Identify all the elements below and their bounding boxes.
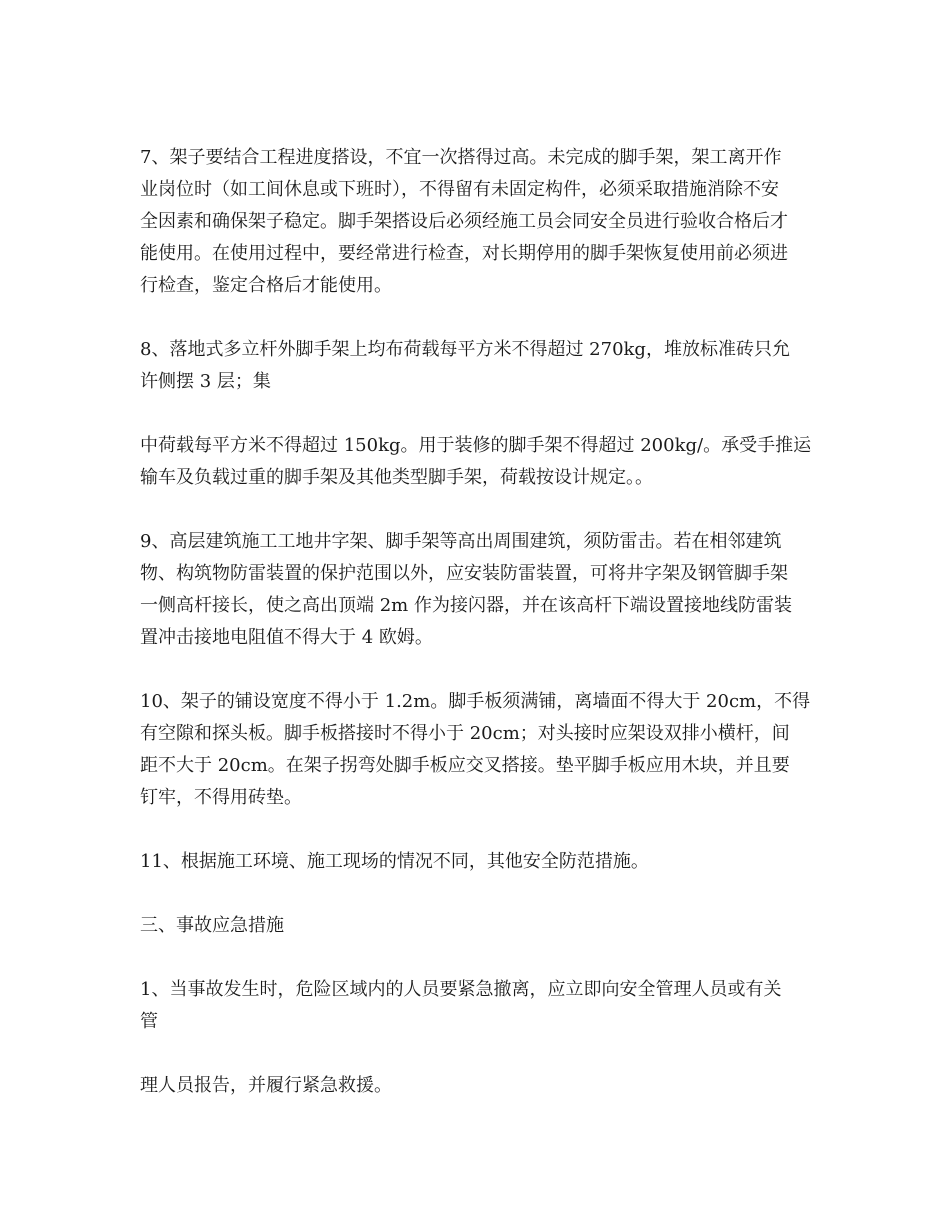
text-line: 9、高层建筑施工工地井字架、脚手架等高出周围建筑，须防雷击。若在相邻建筑 (140, 531, 782, 552)
text-line: 10、架子的铺设宽度不得小于 1.2m。脚手板须满铺，离墙面不得大于 20cm，不得 (140, 691, 811, 712)
text-line: 置冲击接地电阻值不得大于 4 欧姆。 (140, 627, 433, 648)
text-line: 1、当事故发生时，危险区域内的人员要紧急撤离，应立即向安全管理人员或有关 (140, 979, 782, 1000)
text-line: 管 (140, 1011, 158, 1032)
text-line: 中荷载每平方米不得超过 150kg。用于装修的脚手架不得超过 200kg/。承受手推运 (140, 435, 812, 456)
text-line: 能使用。在使用过程中，要经常进行检查，对长期停用的脚手架恢复使用前必须进 (140, 243, 788, 264)
section-heading: 三、事故应急措施 (140, 915, 284, 936)
text-line: 理人员报告，并履行紧急救援。 (140, 1075, 392, 1096)
text-line: 7、架子要结合工程进度搭设，不宜一次搭得过高。未完成的脚手架，架工离开作 (140, 147, 782, 168)
text-line: 输车及负载过重的脚手架及其他类型脚手架，荷载按设计规定。。 (140, 467, 653, 488)
text-line: 全因素和确保架子稳定。脚手架搭设后必须经施工员会同安全员进行验收合格后才 (140, 211, 788, 232)
text-line: 有空隙和探头板。脚手板搭接时不得小于 20cm；对头接时应架设双排小横杆，间 (140, 723, 790, 744)
text-line: 许侧摆 3 层；集 (140, 371, 271, 392)
text-line: 物、构筑物防雷装置的保护范围以外，应安装防雷装置，可将井字架及钢管脚手架 (140, 563, 788, 584)
text-line: 一侧高杆接长，使之高出顶端 2m 作为接闪器，并在该高杆下端设置接地线防雷装 (140, 595, 792, 616)
text-line: 距不大于 20cm。在架子拐弯处脚手板应交叉搭接。垫平脚手板应用木块，并且要 (140, 755, 790, 776)
text-line: 钉牢，不得用砖垫。 (140, 787, 302, 808)
text-line: 11、根据施工环境、施工现场的情况不同，其他安全防范措施。 (140, 851, 649, 872)
text-line: 8、落地式多立杆外脚手架上均布荷载每平方米不得超过 270kg，堆放标准砖只允 (140, 339, 790, 360)
text-line: 业岗位时（如工间休息或下班时），不得留有未固定构件，必须采取措施消除不安 (140, 179, 779, 200)
text-line: 行检查，鉴定合格后才能使用。 (140, 275, 392, 296)
